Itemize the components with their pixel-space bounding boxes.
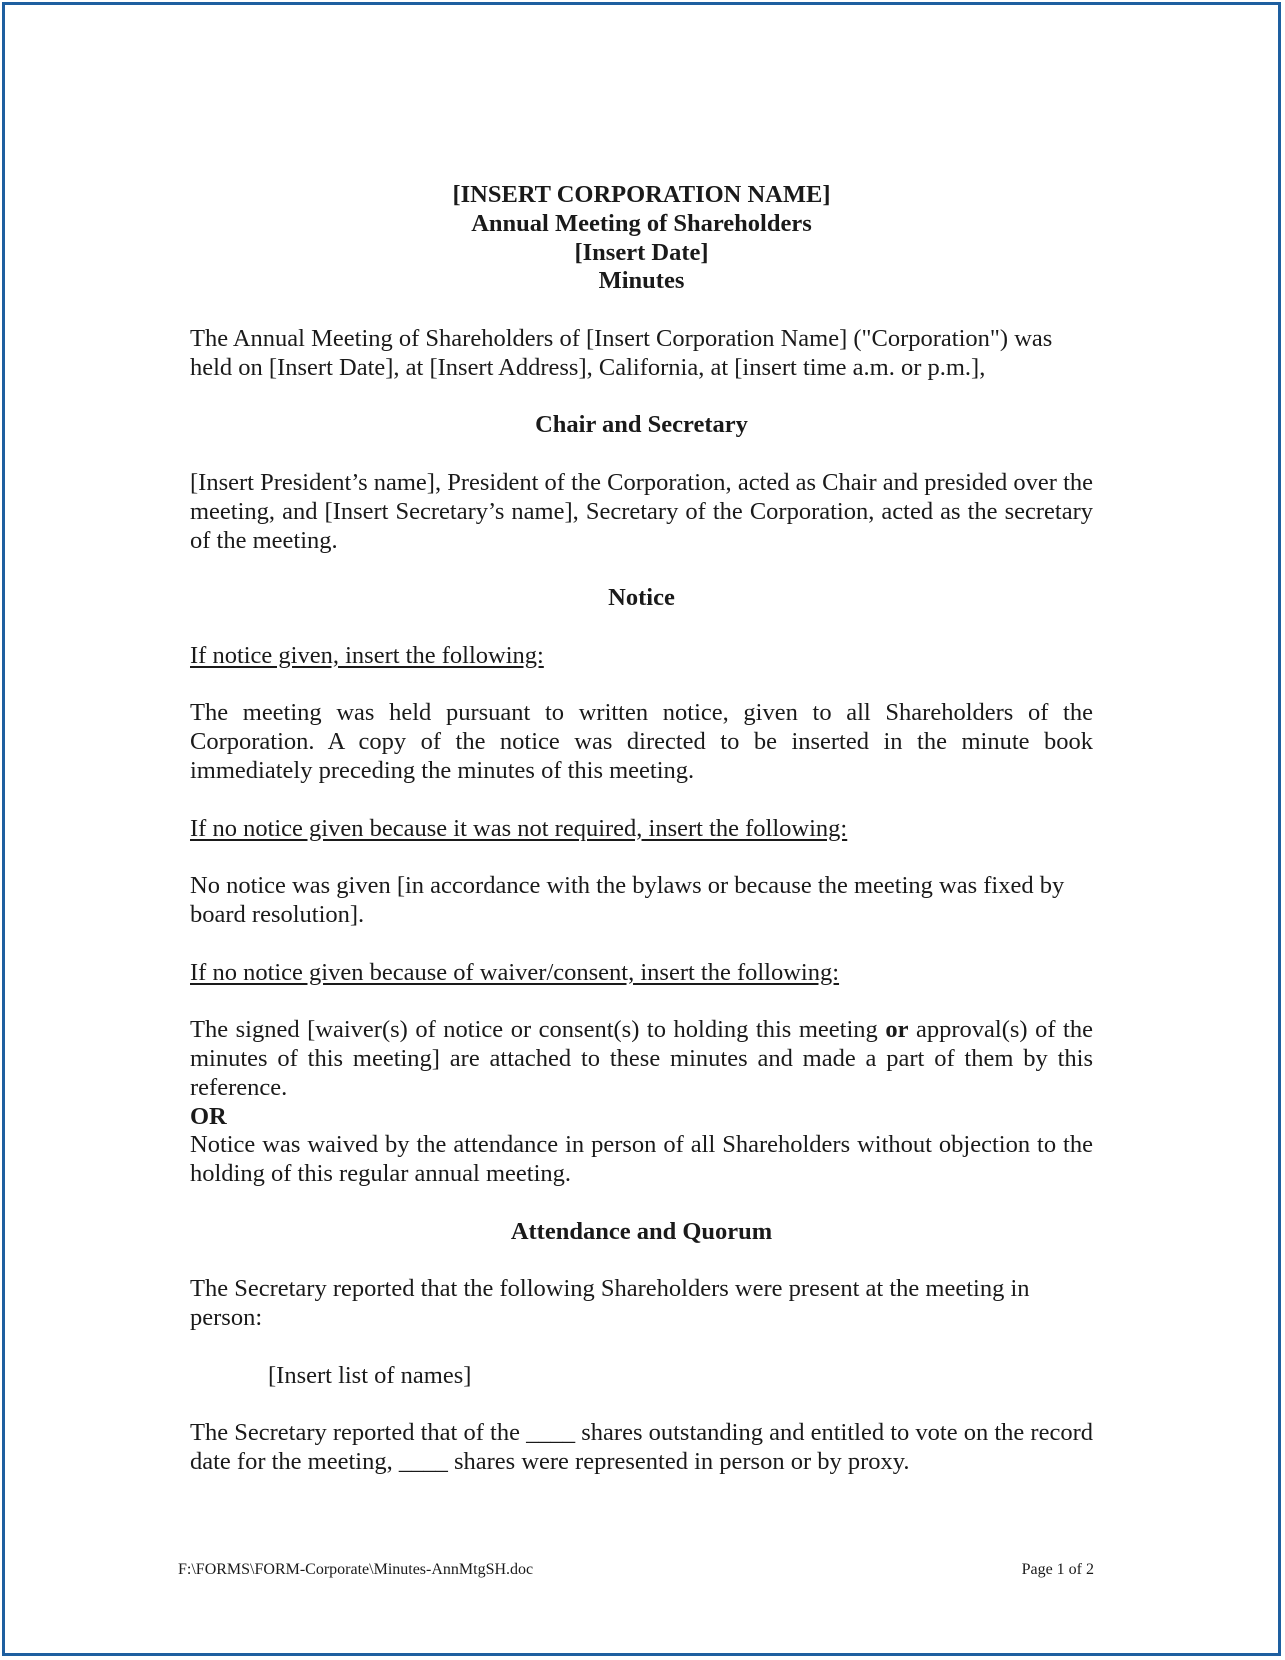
notice-given-label bbox=[190, 642, 1093, 671]
attendance-paragraph: The Secretary reported that the following Shareholders were present at the meeting in person: bbox=[190, 1275, 1030, 1332]
attendance-heading: Attendance and Quorum bbox=[510, 1217, 773, 1245]
notice-not-required-label-text: If no notice given because it was not required, insert the following: bbox=[190, 814, 848, 842]
intro-paragraph: The Annual Meeting of Shareholders of [Insert Corporation Name] ("Corporation") was held on [Insert Date], at [Insert Address], California, at [insert time a.m. or p.m.], bbox=[190, 324, 1053, 381]
page-number: Page 1 of 2 bbox=[1021, 1561, 1094, 1578]
notice-heading: Notice bbox=[608, 584, 675, 612]
notice-waiver-label bbox=[190, 959, 1093, 988]
chair-paragraph: [Insert President’s name], President of the Corporation, acted as Chair and presided over the meeting, and [Insert Secretary’s name], Secretary of the Corporation, acted as the secretary of the meeting. bbox=[190, 468, 1093, 554]
waiver-text-pre: The signed [waiver(s) of notice or consent(s) to holding this meeting bbox=[190, 1016, 886, 1044]
notice-waiver-paragraph bbox=[190, 1016, 1093, 1102]
document-body bbox=[190, 181, 1093, 1477]
date-title: [Insert Date] bbox=[574, 238, 709, 266]
names-list-placeholder: [Insert list of names] bbox=[268, 1361, 472, 1389]
waiver-text-post: approval(s) of the minutes of this meeting] are attached to these minutes and made a part of them by this reference. bbox=[190, 1016, 1093, 1101]
minutes-title: Minutes bbox=[598, 267, 685, 295]
notice-given-paragraph: The meeting was held pursuant to written notice, given to all Shareholders of the Corporation. A copy of the notice was directed to be inserted in the minute book immediately preceding the minutes of this meeting. bbox=[190, 699, 1093, 784]
shares-paragraph: The Secretary reported that of the ____ shares outstanding and entitled to vote on the record date for the meeting, ____ shares were represented in person or by proxy. bbox=[190, 1419, 1093, 1476]
file-path: F:\FORMS\FORM-Corporate\Minutes-AnnMtgSH.doc bbox=[178, 1561, 534, 1578]
or-separator: OR bbox=[190, 1102, 227, 1130]
notice-given-label-text: If notice given, insert the following: bbox=[190, 641, 544, 669]
notice-waiver-label-text: If no notice given because of waiver/consent, insert the following: bbox=[190, 958, 840, 986]
notice-not-required-paragraph: No notice was given [in accordance with the bylaws or because the meeting was fixed by board resolution]. bbox=[190, 872, 1065, 928]
corporation-name-title: [INSERT CORPORATION NAME] bbox=[452, 181, 831, 208]
page-footer bbox=[178, 1560, 1094, 1580]
waiver-or-emphasis: or bbox=[885, 1016, 909, 1044]
notice-not-required-label bbox=[190, 815, 1093, 844]
meeting-title: Annual Meeting of Shareholders bbox=[471, 209, 812, 237]
notice-waived-paragraph: Notice was waived by the attendance in person of all Shareholders without objection to the holding of this regular annual meeting. bbox=[190, 1131, 1093, 1188]
chair-heading: Chair and Secretary bbox=[535, 411, 748, 439]
title-block bbox=[190, 181, 1093, 296]
